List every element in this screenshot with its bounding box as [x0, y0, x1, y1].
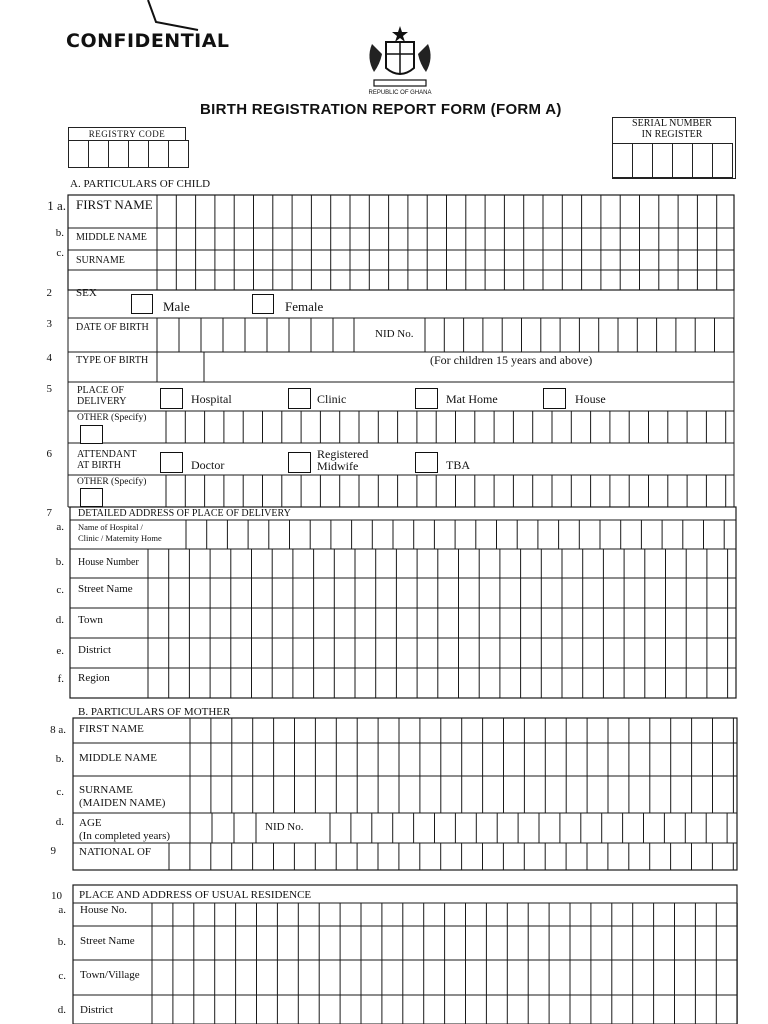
row-number: 10 [51, 890, 62, 902]
row-number: b. [57, 936, 66, 948]
row-number: 5 [46, 383, 52, 395]
address-frame [70, 507, 736, 698]
row-number: 6 [46, 448, 52, 460]
row-number: 2 [46, 287, 52, 299]
registry-code-label: REGISTRY CODE [68, 127, 186, 141]
row-number: 9 [50, 845, 56, 857]
house-number-label: House Number [78, 557, 139, 568]
street-name-label: Street Name [78, 583, 133, 595]
tba-option-label: TBA [446, 458, 470, 472]
registered-text: Registered [317, 447, 369, 461]
row-number: 1 a. [47, 198, 66, 213]
row-number: 8 a. [50, 724, 66, 736]
sex-label: SEX [76, 287, 97, 299]
row-number: b. [55, 227, 64, 239]
nid-note: (For children 15 years and above) [430, 353, 593, 367]
doctor-option-label: Doctor [191, 458, 225, 472]
town-label: Town [78, 614, 103, 626]
row-number: c. [56, 247, 64, 259]
clinic-option-label: Clinic [317, 392, 347, 406]
surname-text: SURNAME [79, 784, 133, 796]
other-specify-label: OTHER (Specify) [77, 413, 147, 423]
usual-residence-heading: PLACE AND ADDRESS OF USUAL RESIDENCE [79, 889, 312, 901]
district-label: District [78, 644, 111, 656]
serial-number-text: SERIAL NUMBER [632, 118, 712, 129]
region-label: Region [78, 672, 110, 684]
other-attendant-checkbox[interactable] [80, 488, 103, 507]
registered-midwife-label [317, 448, 368, 472]
mother-middle-name-label: MIDDLE NAME [79, 752, 157, 764]
residence-street-name-label: Street Name [80, 935, 135, 947]
other-specify-label: OTHER (Specify) [77, 477, 147, 487]
midwife-text: Midwife [317, 459, 359, 473]
row-number: d. [57, 1004, 66, 1016]
hospital-checkbox[interactable] [160, 388, 183, 409]
section-a-heading: A. PARTICULARS OF CHILD [70, 178, 211, 190]
place-of-delivery-label [77, 385, 126, 407]
form-title: BIRTH REGISTRATION REPORT FORM (FORM A) [200, 101, 562, 118]
residence-house-no-label: House No. [80, 904, 128, 916]
row-number: c. [56, 584, 64, 596]
residence-district-label: District [80, 1004, 113, 1016]
section-b-heading: B. PARTICULARS OF MOTHER [78, 706, 231, 718]
attendant-text: ATTENDANT [77, 449, 137, 460]
row-number: c. [58, 970, 66, 982]
row-number: b. [55, 556, 64, 568]
surname-label: SURNAME [76, 255, 125, 266]
mother-first-name-label: FIRST NAME [79, 723, 144, 735]
row-number: f. [57, 673, 64, 685]
at-birth-text: AT BIRTH [77, 460, 121, 471]
male-option-label: Male [163, 299, 190, 314]
male-checkbox[interactable] [131, 294, 153, 314]
female-option-label: Female [285, 299, 324, 314]
mat-home-checkbox[interactable] [415, 388, 438, 409]
mother-age-label [79, 817, 170, 843]
row-number: 4 [46, 352, 52, 364]
child-name-frame [68, 195, 734, 290]
clinic-maternity-text: Clinic / Maternity Home [78, 533, 162, 543]
age-text: AGE [79, 817, 102, 829]
detailed-address-heading: DETAILED ADDRESS OF PLACE OF DELIVERY [78, 508, 291, 519]
tba-checkbox[interactable] [415, 452, 438, 473]
doctor-checkbox[interactable] [160, 452, 183, 473]
mother-surname-label [79, 784, 165, 810]
type-of-birth-label: TYPE OF BIRTH [76, 355, 149, 366]
national-of-label: NATIONAL OF [79, 846, 152, 858]
clinic-checkbox[interactable] [288, 388, 311, 409]
delivery-text: DELIVERY [77, 396, 127, 407]
row-number: a. [56, 521, 64, 533]
maiden-name-text: (MAIDEN NAME) [79, 797, 166, 809]
row-number: 3 [46, 318, 52, 330]
child-nid-label: NID No. [375, 328, 414, 340]
residence-town-village-label: Town/Village [80, 969, 140, 981]
row-number: d. [55, 816, 64, 828]
attendant-at-birth-label [77, 449, 136, 471]
mother-nid-label: NID No. [265, 821, 304, 833]
female-checkbox[interactable] [252, 294, 274, 314]
row-number: c. [56, 786, 64, 798]
row-number: e. [56, 645, 64, 657]
hospital-option-label: Hospital [191, 392, 232, 406]
midwife-checkbox[interactable] [288, 452, 311, 473]
name-of-hospital-label [78, 522, 162, 544]
mat-home-option-label: Mat Home [446, 392, 498, 406]
other-place-checkbox[interactable] [80, 425, 103, 444]
row-number: a. [58, 904, 66, 916]
completed-years-text: (In completed years) [79, 830, 171, 842]
middle-name-label: MIDDLE NAME [76, 232, 147, 243]
mother-frame [73, 718, 737, 870]
name-of-hospital-text: Name of Hospital / [78, 522, 143, 532]
date-of-birth-label: DATE OF BIRTH [76, 322, 149, 333]
place-of-text: PLACE OF [77, 385, 124, 396]
first-name-label: FIRST NAME [76, 197, 153, 212]
row-number: b. [55, 753, 64, 765]
row-number: d. [55, 614, 64, 626]
confidential-stamp: CONFIDENTIAL [66, 30, 230, 52]
house-checkbox[interactable] [543, 388, 566, 409]
row-number: 7 [46, 507, 52, 519]
in-register-text: IN REGISTER [641, 129, 703, 140]
house-option-label: House [575, 392, 606, 406]
republic-label: REPUBLIC OF GHANA [368, 90, 432, 96]
